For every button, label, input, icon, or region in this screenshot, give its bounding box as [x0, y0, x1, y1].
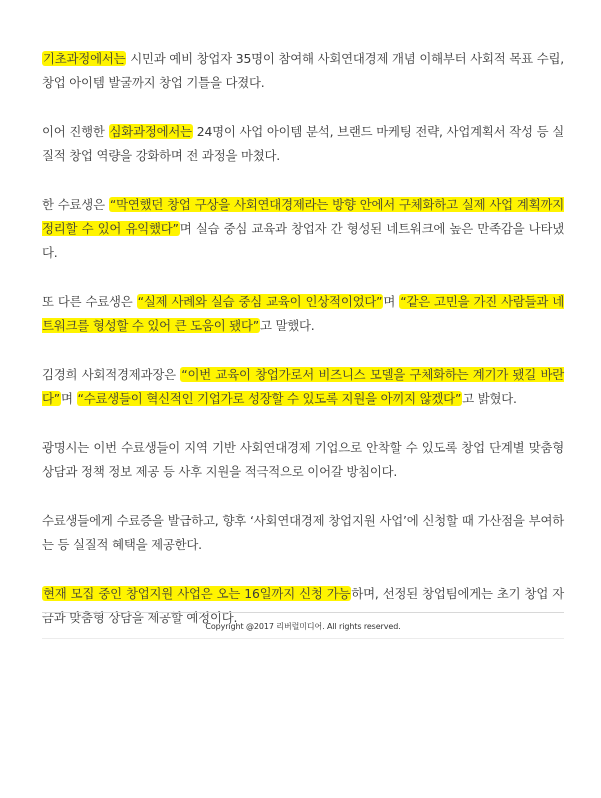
paragraph-basic-course — [42, 47, 564, 95]
paragraph-text: 24명이 사업 아이템 분석, 브랜드 마케팅 전략, 사업계획서 작성 등 실질적 창업 역량을 강화하며 전 과정을 마쳤다. — [42, 124, 564, 163]
paragraph-text: 며 — [383, 294, 400, 309]
paragraph-advanced-course — [42, 120, 564, 168]
paragraph-text: 고 밝혔다. — [462, 391, 517, 406]
highlight-quote: “이번 교육이 창업가로서 비즈니스 모델을 구체화하는 계기가 됐길 바란다” — [42, 367, 564, 406]
paragraph-text: 며 실습 중심 교육과 창업자 간 형성된 네트워크에 높은 만족감을 나타냈다. — [42, 221, 564, 260]
paragraph-text: 시민과 예비 창업자 35명이 참여해 사회연대경제 개념 이해부터 사회적 목표 수립, 창업 아이템 발굴까지 창업 기틀을 다졌다. — [42, 51, 564, 90]
paragraph-text: 김경희 사회적경제과장은 — [42, 367, 181, 382]
paragraph-city-plan — [42, 436, 564, 484]
highlight-quote: “같은 고민을 가진 사람들과 네트워크를 형성할 수 있어 큰 도움이 됐다” — [42, 294, 565, 333]
footer-divider — [42, 612, 564, 613]
paragraph-text: 며 — [61, 391, 77, 406]
highlight-quote: “실제 사례와 실습 중심 교육이 인상적이었다” — [137, 294, 383, 309]
article-body — [42, 47, 564, 655]
highlight-deadline: 현재 모집 중인 창업지원 사업은 오는 16일까지 신청 가능 — [43, 586, 351, 601]
paragraph-text: 이어 진행한 — [42, 124, 109, 139]
paragraph-text: 또 다른 수료생은 — [42, 294, 137, 309]
highlight-quote: “수료생들이 혁신적인 기업가로 성장할 수 있도록 지원을 아끼지 않겠다” — [77, 391, 462, 406]
highlight-quote: “막연했던 창업 구상을 사회연대경제라는 방향 안에서 구체화하고 실제 사업 계획까지 정리할 수 있어 유익했다” — [42, 197, 565, 236]
paragraph-text: 한 수료생은 — [42, 197, 109, 212]
highlight-basic-course: 기초과정에서는 — [43, 51, 126, 66]
paragraph-certificate — [42, 509, 564, 557]
paragraph-manager-quote — [42, 363, 564, 411]
paragraph-text: 수료생들에게 수료증을 발급하고, 향후 ‘사회연대경제 창업지원 사업’에 신청할 때 가산점을 부여하는 등 실질적 혜택을 제공한다. — [42, 513, 564, 552]
paragraph-text: 광명시는 이번 수료생들이 지역 기반 사회연대경제 기업으로 안착할 수 있도록 창업 단계별 맞춤형 상담과 정책 정보 제공 등 사후 지원을 적극적으로 이어갈 방침이다. — [42, 440, 564, 479]
paragraph-text: 고 말했다. — [259, 318, 315, 333]
paragraph-text: 하며, 선정된 창업팀에게는 초기 창업 자금과 맞춤형 상담을 제공할 예정이다. — [42, 586, 564, 625]
paragraph-graduate-quote-1 — [42, 193, 564, 265]
highlight-advanced-course: 심화과정에서는 — [109, 124, 192, 139]
footer-bottom-divider — [42, 638, 564, 639]
paragraph-graduate-quote-2 — [42, 290, 564, 338]
copyright-footer: Copyright @2017 리버럴미디어. All rights reserved. — [205, 622, 401, 631]
